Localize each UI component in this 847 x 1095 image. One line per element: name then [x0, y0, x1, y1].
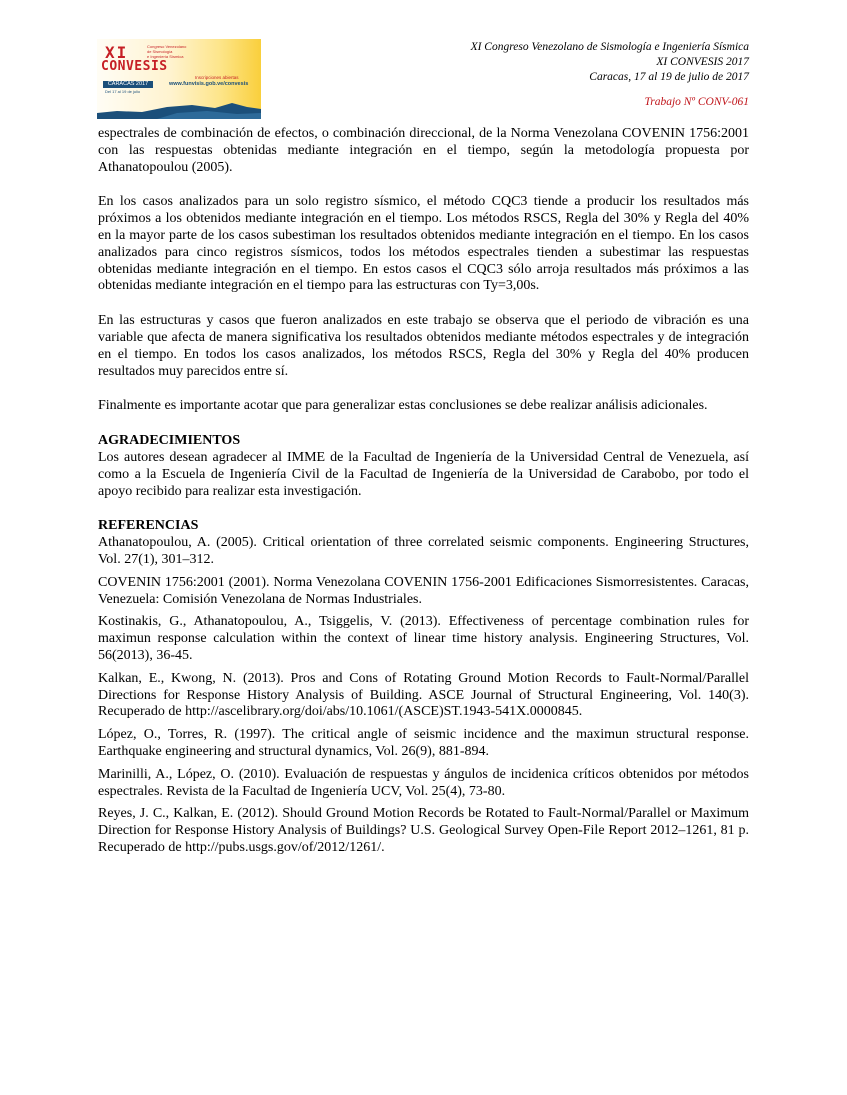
logo-xi: XI — [105, 43, 129, 62]
paragraph-4: Finalmente es importante acotar que para generalizar estas conclusiones se debe realizar análisis adicionales. — [98, 398, 708, 414]
logo-fecha: Del 17 al 19 de julio — [105, 89, 141, 94]
logo-caracas: CARACAS 2017 — [103, 81, 153, 88]
mountain-silhouette-icon — [97, 89, 261, 119]
reference-item: COVENIN 1756:2001 (2001). Norma Venezolana COVENIN 1756-2001 Edificaciones Sismorresistentes. Caracas, Venezuela: Comisión Venezolana de Normas Industriales. — [98, 574, 749, 607]
logo-convesis: CONVESIS — [101, 59, 168, 74]
reference-item: Kalkan, E., Kwong, N. (2013). Pros and Cons of Rotating Ground Motion Records to Fault-Normal/Parallel Directions for Response History Analysis of Building. ASCE Journal of Structural Engineering, Vol. 140(3). Recuperado de http://ascelibrary.org/doi/abs/10.1061/(ASCE)ST.1943-541X.0000845. — [98, 670, 749, 720]
reference-item: Marinilli, A., López, O. (2010). Evaluación de respuestas y ángulos de incidenica críticos obtenidos por métodos espectrales. Revista de la Facultad de Ingeniería UCV, Vol. 25(4), 73-80. — [98, 766, 749, 799]
paragraph-2: En los casos analizados para un solo registro sísmico, el método CQC3 tiende a producir los resultados más próximos a los obtenidos mediante integración en el tiempo. Los métodos RSCS, Regla del 30% y Regla del 40% en la mayor parte de los casos subestiman los resultados obtenidos mediante integración en el tiempo. En los casos analizados para cinco registros sísmicos, todos los métodos espectrales tienden a subestimar las respuestas obtenidas mediante integración en el tiempo. En estos casos el CQC3 sólo arroja resultados más próximos a las obtenidas mediante integración en el tiempo para las estructuras con Ty=3,00s. — [98, 194, 749, 294]
reference-item: Reyes, J. C., Kalkan, E. (2012). Should Ground Motion Records be Rotated to Fault-Normal/Parallel or Maximum Direction for Response History Analysis of Buildings? U.S. Geological Survey Open-File Report 2012–1261, 81 p. Recuperado de http://pubs.usgs.gov/of/2012/1261/. — [98, 806, 749, 855]
logo-small-2: de Sismología — [147, 49, 173, 54]
convesis-logo — [97, 39, 261, 119]
paragraph-3: En las estructuras y casos que fueron analizados en este trabajo se observa que el periodo de vibración es una variable que afecta de manera significativa los resultados obtenidos mediante métodos espectrales y de integración en el tiempo. En todos los casos analizados, los métodos RSCS, Regla del 30% y Regla del 40% producen resultados muy parecidos entre sí. — [98, 313, 749, 379]
paragraph-1: espectrales de combinación de efectos, o combinación direccional, de la Norma Venezolana COVENIN 1756:2001 con las respuestas obtenidas mediante integración en el tiempo, según la metodología propuesta por Athanatopoulou (2005). — [98, 126, 749, 175]
logo-small-1: Congreso Venezolano — [147, 44, 187, 49]
acknowledgements-heading: AGRADECIMIENTOS — [98, 433, 241, 449]
page-body — [98, 126, 749, 863]
header-line-2: XI CONVESIS 2017 — [656, 56, 749, 68]
reference-item: Athanatopoulou, A. (2005). Critical orientation of three correlated seismic components. Engineering Structures, Vol. 27(1), 301–312. — [98, 535, 749, 567]
logo-web: www.funvisis.gob.ve/convesis — [169, 81, 249, 87]
logo-inscripciones: Inscripciones abiertas — [195, 75, 239, 80]
acknowledgements-text: Los autores desean agradecer al IMME de la Facultad de Ingeniería de la Universidad Central de Venezuela, así como a la Escuela de Ingeniería Civil de la Facultad de Ingeniería de la Universidad de Carabobo, por todo el apoyo recibido para realizar esta investigación. — [98, 449, 749, 499]
header-line-1: XI Congreso Venezolano de Sismología e Ingeniería Sísmica — [470, 41, 749, 53]
reference-item: López, O., Torres, R. (1997). The critical angle of seismic incidence and the maximun structural response. Earthquake engineering and structural dynamics, Vol. 26(9), 881-894. — [98, 727, 749, 759]
header-line-3: Caracas, 17 al 19 de julio de 2017 — [589, 71, 749, 83]
reference-item: Kostinakis, G., Athanatopoulou, A., Tsiggelis, V. (2013). Effectiveness of percentage combination rules for maximun response calculation within the context of linear time history analysis. Engineering Structures, Vol. 56(2013), 36-45. — [98, 614, 749, 663]
paper-number: Trabajo Nº CONV-061 — [644, 96, 749, 108]
conference-header — [471, 40, 749, 85]
references-heading: REFERENCIAS — [98, 518, 199, 534]
logo-small-3: e Ingeniería Sísmica — [147, 54, 184, 59]
